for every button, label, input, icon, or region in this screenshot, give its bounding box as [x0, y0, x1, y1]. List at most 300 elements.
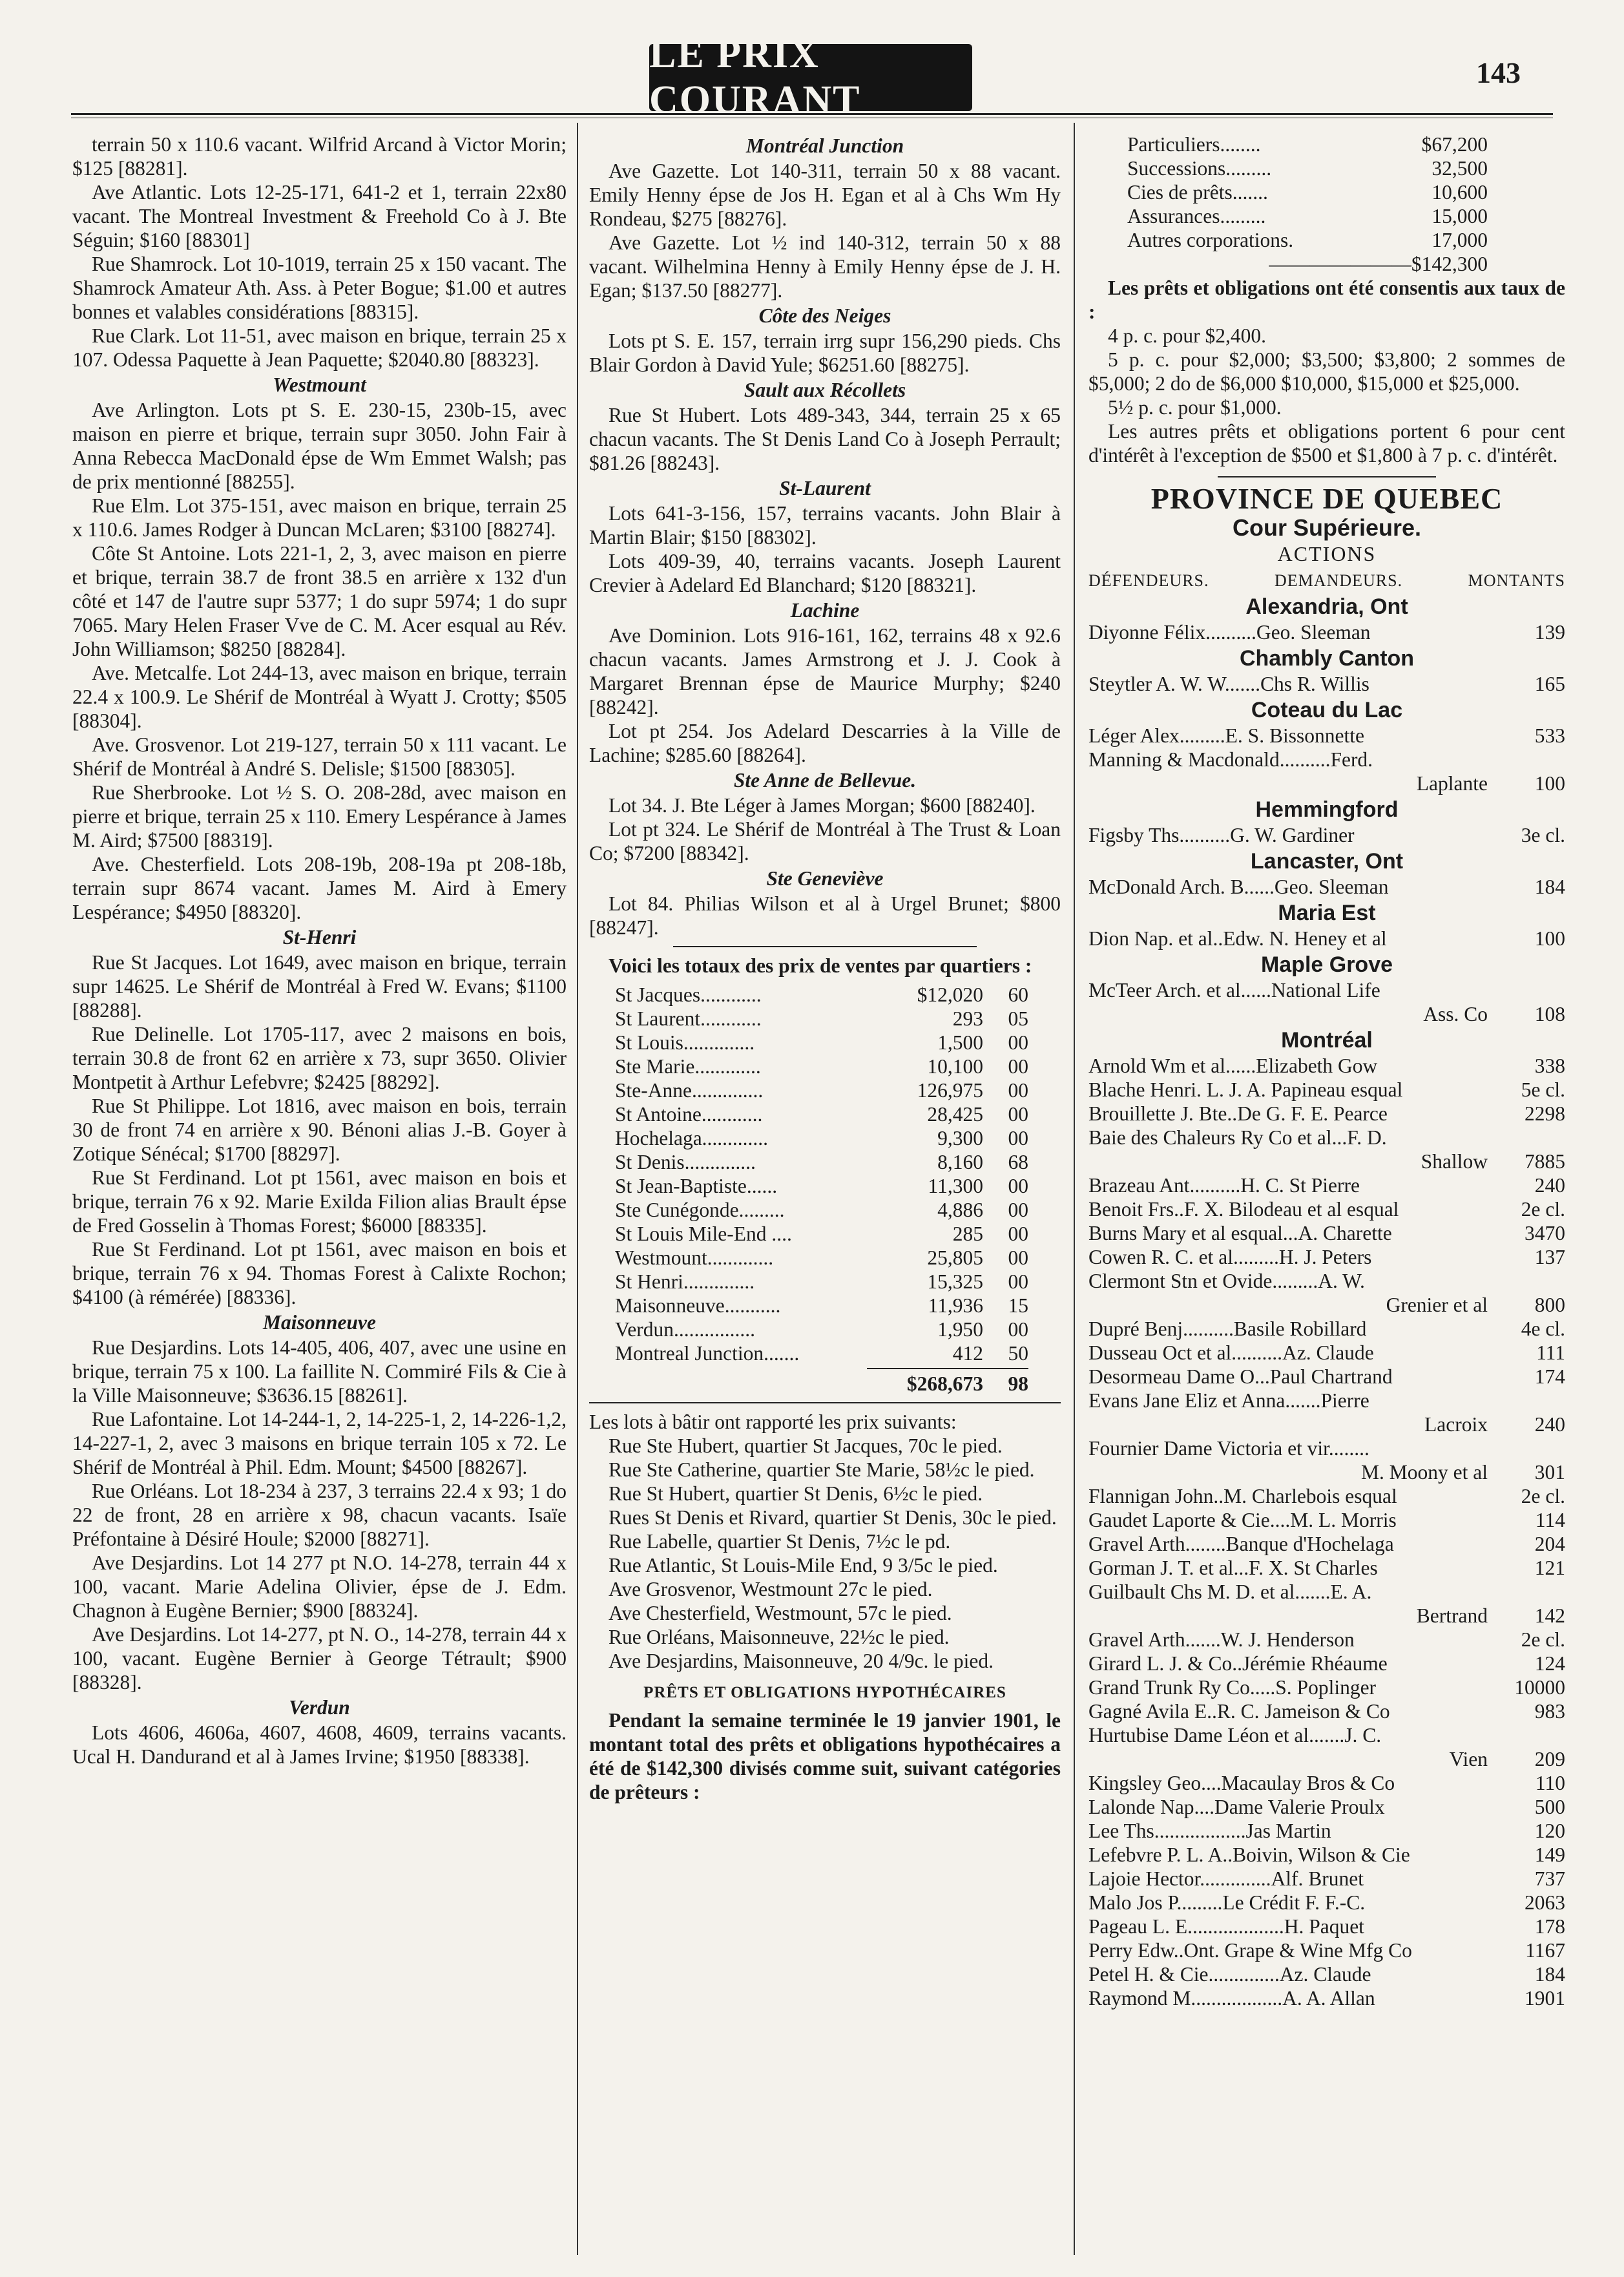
section-heading: St-Henri: [282, 926, 357, 949]
quarter-name: St Denis..............: [615, 1151, 756, 1173]
column-divider: [1074, 123, 1075, 2255]
case-continuation: [1088, 1604, 1565, 1628]
quarter-amount: [870, 983, 1028, 1007]
quarter-amount: [870, 1198, 1028, 1222]
rate-item: 4 p. c. pour $2,400.: [1108, 324, 1266, 347]
case-location: Montréal: [1281, 1028, 1373, 1053]
rate-item: 5 p. c. pour $2,000; $3,500; $3,800; 2 sommes de $5,000; 2 do de $6,000 $10,000, $15,000 et $25,000.: [1088, 348, 1565, 395]
lot-price-item: Rue Labelle, quartier St Denis, 7½c le pd.: [609, 1530, 951, 1553]
totals-row: [589, 1055, 1061, 1078]
totals-row: [589, 1341, 1061, 1365]
lenders-table: [1088, 132, 1565, 252]
case-parties: Brouillette J. Bte..De G. F. E. Pearce: [1088, 1102, 1388, 1125]
section-heading: Montréal Junction: [745, 134, 904, 157]
case-amount: 2e cl.: [1521, 1485, 1565, 1507]
amount-cents: 05: [1008, 1007, 1028, 1030]
case-amount: 120: [1534, 1820, 1565, 1842]
quarter-name: Hochelaga.............: [615, 1127, 769, 1149]
case-amount: 114: [1535, 1509, 1565, 1531]
case-row: [1088, 1245, 1565, 1269]
case-amount: 500: [1534, 1796, 1565, 1818]
lots-intro: Les lots à bâtir ont rapporté les prix suivants:: [589, 1411, 957, 1433]
case-amount: 204: [1534, 1533, 1565, 1555]
lender-row: [1088, 180, 1565, 204]
lot-price-item: Rue Orléans, Maisonneuve, 22½c le pied.: [609, 1626, 950, 1648]
case-parties: Lajoie Hector..............Alf. Brunet: [1088, 1867, 1364, 1890]
amount-cents: 50: [1008, 1342, 1028, 1365]
quarter-amount: [870, 1270, 1028, 1294]
case-amount: 2e cl.: [1521, 1628, 1565, 1651]
case-row: [1088, 1126, 1565, 1149]
quarter-name: Ste Marie.............: [615, 1055, 761, 1078]
totals-row: [589, 1174, 1061, 1198]
amount-cents: 00: [1008, 1055, 1028, 1078]
section-heading: Sault aux Récollets: [744, 379, 906, 401]
case-amount: 108: [1534, 1003, 1565, 1025]
amount-dollars: 1,950: [937, 1318, 983, 1341]
sale-entry: Rue Orléans. Lot 18-234 à 237, 3 terrains 22.4 x 93; 1 do 22 de front, 28 en arrière x 98, chacun vacants. Isaïe Préfontaine à Désiré Houle; $2000 [88271].: [72, 1480, 567, 1550]
case-continued-text: Shallow: [1421, 1150, 1488, 1173]
case-parties: Girard L. J. & Co..Jérémie Rhéaume: [1088, 1652, 1388, 1675]
amount-dollars: 25,805: [927, 1246, 983, 1269]
lot-price-item: Rue Atlantic, St Louis-Mile End, 9 3/5c le pied.: [609, 1554, 998, 1577]
quarter-amount: [870, 1246, 1028, 1270]
case-parties: Burns Mary et al esqual...A. Charette: [1088, 1222, 1392, 1244]
amount-cents: 00: [1008, 1127, 1028, 1149]
case-location: Maple Grove: [1260, 952, 1393, 977]
case-amount: 184: [1534, 876, 1565, 898]
totals-sum-row: [589, 1372, 1061, 1396]
sales-entries: [589, 134, 1061, 939]
case-row: [1088, 1054, 1565, 1078]
case-amount: 983: [1534, 1700, 1565, 1723]
quarter-amount: [870, 1222, 1028, 1246]
quarter-name: St Henri..............: [615, 1270, 755, 1293]
case-amount: 149: [1534, 1843, 1565, 1866]
case-continued-text: M. Moony et al: [1361, 1461, 1488, 1484]
case-parties: Arnold Wm et al......Elizabeth Gow: [1088, 1055, 1378, 1077]
lot-price-item: Rue Ste Catherine, quartier Ste Marie, 58½c le pied.: [609, 1458, 1035, 1481]
amount-cents: 00: [1008, 1199, 1028, 1221]
totals-sum-rule: [867, 1368, 1028, 1369]
amount-dollars: 285: [952, 1222, 983, 1245]
case-amount: [1488, 1723, 1565, 1747]
section-heading: Lachine: [790, 599, 860, 622]
case-parties: Lalonde Nap....Dame Valerie Proulx: [1088, 1796, 1385, 1818]
case-row: [1088, 1556, 1565, 1580]
case-amount: [1488, 1436, 1565, 1460]
quarter-name: Maisonneuve...........: [615, 1294, 781, 1317]
case-amount: 2063: [1525, 1891, 1565, 1914]
sale-entry: Rue Lafontaine. Lot 14-244-1, 2, 14-225-1, 2, 14-226-1,2, 14-227-1, 2, avec 3 maisons en brique terrain 105 x 72. Le Shérif de Montréal à Phil. Edm. Mount; $4500 [88267].: [72, 1408, 567, 1478]
lenders-total-row: [1088, 252, 1565, 276]
amount-dollars: 293: [952, 1007, 983, 1030]
case-row: [1088, 1628, 1565, 1652]
case-parties: Clermont Stn et Ovide.........A. W.: [1088, 1270, 1365, 1292]
quarter-amount: [870, 1294, 1028, 1317]
case-amount: 3e cl.: [1521, 824, 1565, 846]
amount-cents: 60: [1008, 983, 1028, 1006]
sale-entry: Lots 641-3-156, 157, terrains vacants. John Blair à Martin Blair; $150 [88302].: [589, 502, 1061, 549]
amount-dollars: $12,020: [917, 983, 983, 1006]
case-parties: Dupré Benj..........Basile Robillard: [1088, 1317, 1367, 1340]
case-amount: 139: [1534, 621, 1565, 644]
header-defendants: DÉFENDEURS.: [1088, 571, 1209, 590]
lot-price-item: Rue Ste Hubert, quartier St Jacques, 70c le pied.: [609, 1434, 1003, 1457]
lender-row: [1088, 156, 1565, 180]
totals-row: [589, 1150, 1061, 1174]
case-parties: Manning & Macdonald..........Ferd.: [1088, 748, 1373, 771]
totals-row: [589, 1031, 1061, 1055]
case-row: [1088, 1938, 1565, 1962]
case-row: [1088, 1795, 1565, 1819]
lender-amount: $67,200: [1421, 133, 1488, 156]
sale-entry: Lot pt 324. Le Shérif de Montréal à The Trust & Loan Co; $7200 [88342].: [589, 818, 1061, 865]
case-parties: Malo Jos P.........Le Crédit F. F.-C.: [1088, 1891, 1366, 1914]
section-heading: Maisonneuve: [262, 1311, 377, 1334]
case-parties: Kingsley Geo....Macaulay Bros & Co: [1088, 1772, 1395, 1794]
case-amount: [1488, 1269, 1565, 1293]
case-row: [1088, 1317, 1565, 1341]
case-row: [1088, 823, 1565, 847]
case-amount: [1488, 1580, 1565, 1604]
case-parties: Dion Nap. et al..Edw. N. Heney et al: [1088, 927, 1387, 950]
lender-amount: 17,000: [1431, 229, 1488, 251]
case-location: Lancaster, Ont: [1250, 849, 1404, 874]
amount-dollars: 1,500: [937, 1031, 983, 1054]
case-amount: 3470: [1525, 1222, 1565, 1244]
totals-row: [589, 1246, 1061, 1270]
case-row: [1088, 1580, 1565, 1604]
case-parties: Dusseau Oct et al..........Az. Claude: [1088, 1341, 1374, 1364]
sale-entry: Ave Arlington. Lots pt S. E. 230-15, 230b-15, avec maison en pierre et brique, terrain supr 3050. John Fair à Anna Rebecca MacDonald épse de Wm Emmet Walsh; pas de prix mentionné [88255].: [72, 399, 567, 493]
province-title: PROVINCE DE QUEBEC: [1150, 482, 1503, 515]
case-amount: 100: [1534, 772, 1565, 795]
case-row: [1088, 1699, 1565, 1723]
amount-dollars: 10,100: [927, 1055, 983, 1078]
quarter-amount: [870, 1174, 1028, 1198]
amount-dollars: 11,300: [928, 1175, 983, 1197]
totals-row: [589, 1126, 1061, 1150]
case-amount: 209: [1534, 1748, 1565, 1770]
quarter-name: St Louis Mile-End ....: [615, 1222, 792, 1245]
case-amount: 533: [1534, 724, 1565, 747]
case-parties: Pageau L. E...................H. Paquet: [1088, 1915, 1364, 1938]
sale-entry: Rue St Philippe. Lot 1816, avec maison en bois, terrain 30 de front 74 en arrière x 90. Bénoni alias J.-B. Goyer à Zotique Sénécal; $1700 [88297].: [72, 1095, 567, 1165]
lender-category: Successions.........: [1127, 157, 1272, 180]
case-row: [1088, 620, 1565, 644]
case-row: [1088, 1508, 1565, 1532]
amount-cents: 00: [1008, 1103, 1028, 1126]
totals-table: [589, 983, 1061, 1365]
quarter-name: St Louis..............: [615, 1031, 755, 1054]
journal-logo: LE PRIX COURANT: [649, 44, 972, 111]
case-amount: 2298: [1525, 1102, 1565, 1125]
case-row: [1088, 1436, 1565, 1460]
quarter-amount: [870, 1078, 1028, 1102]
case-continued-text: Ass. Co: [1423, 1003, 1488, 1025]
quarter-amount: [870, 1317, 1028, 1341]
case-parties: McTeer Arch. et al......National Life: [1088, 979, 1380, 1002]
case-row: [1088, 1891, 1565, 1915]
column-divider: [577, 123, 578, 2255]
sale-entry: Lot 34. J. Bte Léger à James Morgan; $600 [88240].: [609, 794, 1036, 817]
case-row: [1088, 1389, 1565, 1412]
sale-entry: Rue St Hubert. Lots 489-343, 344, terrain 25 x 65 chacun vacants. The St Denis Land Co à Joseph Perrault; $81.26 [88243].: [589, 404, 1061, 474]
case-continued-text: Lacroix: [1424, 1413, 1488, 1436]
case-parties: Gorman J. T. et al...F. X. St Charles: [1088, 1557, 1378, 1579]
section-heading: Ste Anne de Bellevue.: [733, 769, 917, 792]
quarter-name: Ste-Anne..............: [615, 1079, 764, 1102]
case-row: [1088, 1771, 1565, 1795]
quarter-name: St Jean-Baptiste......: [615, 1175, 778, 1197]
ornament-rule: [1218, 476, 1436, 477]
case-amount: 142: [1534, 1604, 1565, 1627]
case-amount: [1488, 1389, 1565, 1412]
amount-dollars: 9,300: [937, 1127, 983, 1149]
case-parties: Gravel Arth.......W. J. Henderson: [1088, 1628, 1355, 1651]
case-row: [1088, 1962, 1565, 1986]
case-row: [1088, 1867, 1565, 1891]
section-heading: Verdun: [289, 1696, 350, 1719]
case-parties: McDonald Arch. B......Geo. Sleeman: [1088, 876, 1389, 898]
case-parties: Blache Henri. L. J. A. Papineau esqual: [1088, 1078, 1403, 1101]
case-parties: Guilbault Chs M. D. et al.......E. A.: [1088, 1580, 1372, 1603]
quarter-name: Montreal Junction.......: [615, 1342, 800, 1365]
case-parties: Grand Trunk Ry Co.....S. Poplinger: [1088, 1676, 1377, 1699]
case-amount: 174: [1534, 1365, 1565, 1388]
lender-category: Cies de prêts.......: [1127, 181, 1268, 204]
quarter-amount: [870, 1031, 1028, 1055]
case-location: Coteau du Lac: [1251, 698, 1403, 722]
case-row: [1088, 1365, 1565, 1389]
lender-category: Particuliers........: [1127, 133, 1261, 156]
lot-price-item: Rues St Denis et Rivard, quartier St Denis, 30c le pied.: [609, 1506, 1057, 1529]
case-location: Maria Est: [1278, 901, 1376, 925]
quarter-name: St Laurent............: [615, 1007, 762, 1030]
lot-prices-list: [589, 1434, 1061, 1673]
case-row: [1088, 1102, 1565, 1126]
case-parties: Petel H. & Cie..............Az. Claude: [1088, 1963, 1371, 1986]
case-amount: 1167: [1525, 1939, 1565, 1962]
sale-entry: Ave. Grosvenor. Lot 219-127, terrain 50 x 111 vacant. Le Shérif de Montréal à André S. Delisle; $1500 [88305].: [72, 733, 567, 780]
totals-row: [589, 1222, 1061, 1246]
case-continuation: [1088, 1460, 1565, 1484]
amount-cents: 00: [1008, 1175, 1028, 1197]
totals-sum-value: $268,673: [906, 1372, 983, 1395]
lender-row: [1088, 132, 1565, 156]
sale-entry: Ave Gazette. Lot 140-311, terrain 50 x 88 vacant. Emily Henny épse de Jos H. Egan et al à Chs Wm Hy Rondeau, $275 [88276].: [589, 160, 1061, 230]
sale-entry: Lots pt S. E. 157, terrain irrg supr 156,290 pieds. Chs Blair Gordon à David Yule; $6251.60 [88275].: [589, 330, 1061, 376]
amount-dollars: 15,325: [927, 1270, 983, 1293]
case-row: [1088, 748, 1565, 771]
case-parties: Lefebvre P. L. A..Boivin, Wilson & Cie: [1088, 1843, 1410, 1866]
column-middle: [589, 132, 1061, 2258]
lot-price-item: Ave Grosvenor, Westmount 27c le pied.: [609, 1578, 933, 1600]
sale-entry: Rue St Jacques. Lot 1649, avec maison en brique, terrain supr 14625. Le Shérif de Montréal à Fred W. Evans; $1100 [88288].: [72, 951, 567, 1022]
case-row: [1088, 1197, 1565, 1221]
case-row: [1088, 1269, 1565, 1293]
sale-entry: Lot pt 254. Jos Adelard Descarries à la Ville de Lachine; $285.60 [88264].: [589, 720, 1061, 766]
header-amounts: MONTANTS: [1468, 571, 1565, 590]
sale-entry: terrain 50 x 110.6 vacant. Wilfrid Arcand à Victor Morin; $125 [88281].: [72, 133, 567, 180]
sale-entry: Rue St Ferdinand. Lot pt 1561, avec maison en bois et brique, terrain 76 x 94. Thomas Forest à Calixte Rochon; $4100 (à réméréе) [88336].: [72, 1238, 567, 1308]
case-continued-text: Laplante: [1416, 772, 1488, 795]
case-amount: 240: [1534, 1413, 1565, 1436]
case-parties: Baie des Chaleurs Ry Co et al...F. D.: [1088, 1126, 1387, 1149]
case-amount: 110: [1535, 1772, 1565, 1794]
case-row: [1088, 1819, 1565, 1843]
quarter-amount: [870, 1102, 1028, 1126]
quarter-name: Westmount.............: [615, 1246, 774, 1269]
case-row: [1088, 672, 1565, 696]
case-amount: 737: [1534, 1867, 1565, 1890]
column-right: [1088, 132, 1565, 2258]
sale-entry: Rue Clark. Lot 11-51, avec maison en brique, terrain 25 x 107. Odessa Paquette à Jean Paquette; $2040.80 [88323].: [72, 324, 567, 371]
sale-entry: Rue Elm. Lot 375-151, avec maison en brique, terrain 25 x 110.6. James Rodger à Duncan McLaren; $3100 [88274].: [72, 494, 567, 541]
case-parties: Gagné Avila E..R. C. Jameison & Co: [1088, 1700, 1390, 1723]
actions-heading: ACTIONS: [1277, 542, 1377, 565]
sale-entry: Rue St Ferdinand. Lot pt 1561, avec maison en bois et brique, terrain 76 x 92. Marie Exilda Filion alias Brault épse de Fred Gosselin à Thomas Forest; $6000 [88335].: [72, 1166, 567, 1237]
lender-row: [1088, 204, 1565, 228]
totals-row: [589, 983, 1061, 1007]
rate-item: 5½ p. c. pour $1,000.: [1108, 396, 1282, 419]
section-heading: Ste Geneviève: [766, 867, 884, 890]
sale-entry: Rue Shamrock. Lot 10-1019, terrain 25 x 150 vacant. The Shamrock Amateur Ath. Ass. à Peter Bogue; $1.00 et autres bonnes et valables considérations [88315].: [72, 253, 567, 323]
totals-row: [589, 1270, 1061, 1294]
sale-entry: Rue Desjardins. Lots 14-405, 406, 407, avec une usine en brique, terrain 75 x 100. La faillite N. Commiré Fils & Cie à la Ville Maisonneuve; $3636.15 [88261].: [72, 1336, 567, 1407]
sale-entry: Ave Dominion. Lots 916-161, 162, terrains 48 x 92.6 chacun vacants. James Armstrong et J. J. Cook à Margaret Brennan épse de Maurice Murphy; $240 [88242].: [589, 624, 1061, 719]
case-continuation: [1088, 1747, 1565, 1771]
case-amount: 184: [1534, 1963, 1565, 1986]
sale-entry: Lots 4606, 4606a, 4607, 4608, 4609, terrains vacants. Ucal H. Dandurand et al à James Irvine; $1950 [88338].: [72, 1721, 567, 1768]
case-parties: Hurtubise Dame Léon et al.......J. C.: [1088, 1724, 1382, 1747]
totals-sum-cents: 98: [1008, 1372, 1028, 1395]
totals-row: [589, 1007, 1061, 1031]
case-amount: 301: [1534, 1461, 1565, 1484]
case-continuation: [1088, 1293, 1565, 1317]
case-parties: Perry Edw..Ont. Grape & Wine Mfg Co: [1088, 1939, 1412, 1962]
sale-entry: Rue Delinelle. Lot 1705-117, avec 2 maisons en bois, terrain 30.8 de front 62 en arrière x 73, supr 3650. Olivier Montpetit à Arthur Lefebvre; $2425 [88292].: [72, 1023, 567, 1093]
case-continued-text: Vien: [1449, 1748, 1488, 1770]
case-parties: Figsby Ths..........G. W. Gardiner: [1088, 824, 1355, 846]
sale-entry: Lots 409-39, 40, terrains vacants. Joseph Laurent Crevier à Adelard Ed Blanchard; $120 [88321].: [589, 550, 1061, 596]
lot-price-item: Ave Chesterfield, Westmount, 57c le pied.: [609, 1602, 952, 1624]
quarter-name: Verdun................: [615, 1318, 755, 1341]
case-location: Alexandria, Ont: [1245, 594, 1408, 619]
case-row: [1088, 927, 1565, 950]
case-parties: Evans Jane Eliz et Anna.......Pierre: [1088, 1389, 1369, 1412]
case-parties: Fournier Dame Victoria et vir........: [1088, 1437, 1369, 1460]
case-amount: 240: [1534, 1174, 1565, 1197]
case-continuation: [1088, 1002, 1565, 1026]
header-plaintiffs: DEMANDEURS.: [1275, 571, 1403, 590]
case-row: [1088, 1915, 1565, 1938]
sale-entry: Ave. Chesterfield. Lots 208-19b, 208-19a pt 208-18b, terrain supr 8674 vacant. James M. Aird à Emery Lespérance; $4950 [88320].: [72, 853, 567, 923]
case-amount: 100: [1534, 927, 1565, 950]
lender-amount: 32,500: [1431, 157, 1488, 180]
case-amount: 178: [1534, 1915, 1565, 1938]
case-amount: [1488, 748, 1565, 771]
case-row: [1088, 1484, 1565, 1508]
case-amount: 7885: [1525, 1150, 1565, 1173]
lender-amount: 15,000: [1431, 205, 1488, 227]
case-row: [1088, 1723, 1565, 1747]
quarter-amount: [870, 1055, 1028, 1078]
amount-cents: 00: [1008, 1270, 1028, 1293]
case-row: [1088, 1986, 1565, 2010]
case-row: [1088, 1173, 1565, 1197]
amount-dollars: 28,425: [927, 1103, 983, 1126]
totals-row: [589, 1317, 1061, 1341]
amount-dollars: 8,160: [937, 1151, 983, 1173]
sale-entry: Ave. Metcalfe. Lot 244-13, avec maison en brique, terrain 22.4 x 100.9. Le Shérif de Montréal à Wyatt J. Crotty; $505 [88304].: [72, 662, 567, 732]
case-amount: 111: [1536, 1341, 1565, 1364]
amount-cents: 00: [1008, 1079, 1028, 1102]
case-amount: 10000: [1514, 1676, 1565, 1699]
court-title: Cour Supérieure.: [1232, 514, 1422, 541]
totals-row: [589, 1294, 1061, 1317]
case-row: [1088, 724, 1565, 748]
sale-entry: Ave Gazette. Lot ½ ind 140-312, terrain 50 x 88 vacant. Wilhelmina Henny à Emily Henny épse de J. H. Egan; $137.50 [88277].: [589, 231, 1061, 302]
case-amount: 2e cl.: [1521, 1198, 1565, 1221]
sale-entry: Lot 84. Philias Wilson et al à Urgel Brunet; $800 [88247].: [589, 892, 1061, 939]
section-rule: [589, 1402, 1061, 1403]
case-parties: Raymond M..................A. A. Allan: [1088, 1987, 1375, 2009]
case-continuation: [1088, 771, 1565, 795]
case-location: Hemmingford: [1255, 797, 1399, 822]
rates-intro: Les prêts et obligations ont été consentis aux taux de :: [1088, 277, 1565, 323]
case-row: [1088, 875, 1565, 899]
loans-intro: Pendant la semaine terminée le 19 janvier 1901, le montant total des prêts et obligations hypothécaires a été de $142,300 divisés comme suit, suivant catégories de prêteurs :: [589, 1709, 1061, 1803]
quarter-amount: [870, 1126, 1028, 1150]
table-headers: [1088, 569, 1565, 593]
amount-cents: 68: [1008, 1151, 1028, 1173]
lender-amount: 10,600: [1431, 181, 1488, 204]
amount-cents: 00: [1008, 1031, 1028, 1054]
case-parties: Brazeau Ant..........H. C. St Pierre: [1088, 1174, 1360, 1197]
case-continuation: [1088, 1412, 1565, 1436]
case-parties: Desormeau Dame O...Paul Chartrand: [1088, 1365, 1393, 1388]
quarter-amount: [870, 1341, 1028, 1365]
case-parties: Cowen R. C. et al.........H. J. Peters: [1088, 1246, 1372, 1268]
case-amount: 124: [1534, 1652, 1565, 1675]
case-continued-text: Grenier et al: [1386, 1294, 1488, 1316]
loans-title: PRÊTS ET OBLIGATIONS HYPOTHÉCAIRES: [643, 1684, 1006, 1701]
header-rule: [71, 113, 1553, 115]
case-continued-text: Bertrand: [1416, 1604, 1488, 1627]
case-amount: 137: [1534, 1246, 1565, 1268]
case-row: [1088, 1843, 1565, 1867]
section-rule: [673, 946, 977, 947]
rates-list: [1088, 324, 1565, 467]
case-parties: Gravel Arth........Banque d'Hochelaga: [1088, 1533, 1394, 1555]
case-parties: Lee Ths..................Jas Martin: [1088, 1820, 1331, 1842]
case-parties: Flannigan John..M. Charlebois esqual: [1088, 1485, 1397, 1507]
court-cases-list: [1088, 595, 1565, 2010]
case-amount: 800: [1534, 1294, 1565, 1316]
case-parties: Diyonne Félix..........Geo. Sleeman: [1088, 621, 1371, 644]
case-parties: Léger Alex.........E. S. Bissonnette: [1088, 724, 1364, 747]
case-location: Chambly Canton: [1239, 646, 1415, 671]
lender-category: Autres corporations.: [1127, 229, 1294, 251]
case-amount: [1488, 1126, 1565, 1149]
quarter-amount: [870, 1150, 1028, 1174]
case-amount: 1901: [1525, 1987, 1565, 2009]
sale-entry: Ave Desjardins. Lot 14-277, pt N. O., 14-278, terrain 44 x 100, vacant. Eugène Bernier à George Tétrault; $900 [88328].: [72, 1623, 567, 1694]
sale-entry: Ave Desjardins. Lot 14 277 pt N.O. 14-278, terrain 44 x 100, vacant. Marie Adelina Olivier, épse de J. Edm. Chagnon à Eugène Bernier; $900 [88324].: [72, 1551, 567, 1622]
quarter-name: St Antoine............: [615, 1103, 763, 1126]
